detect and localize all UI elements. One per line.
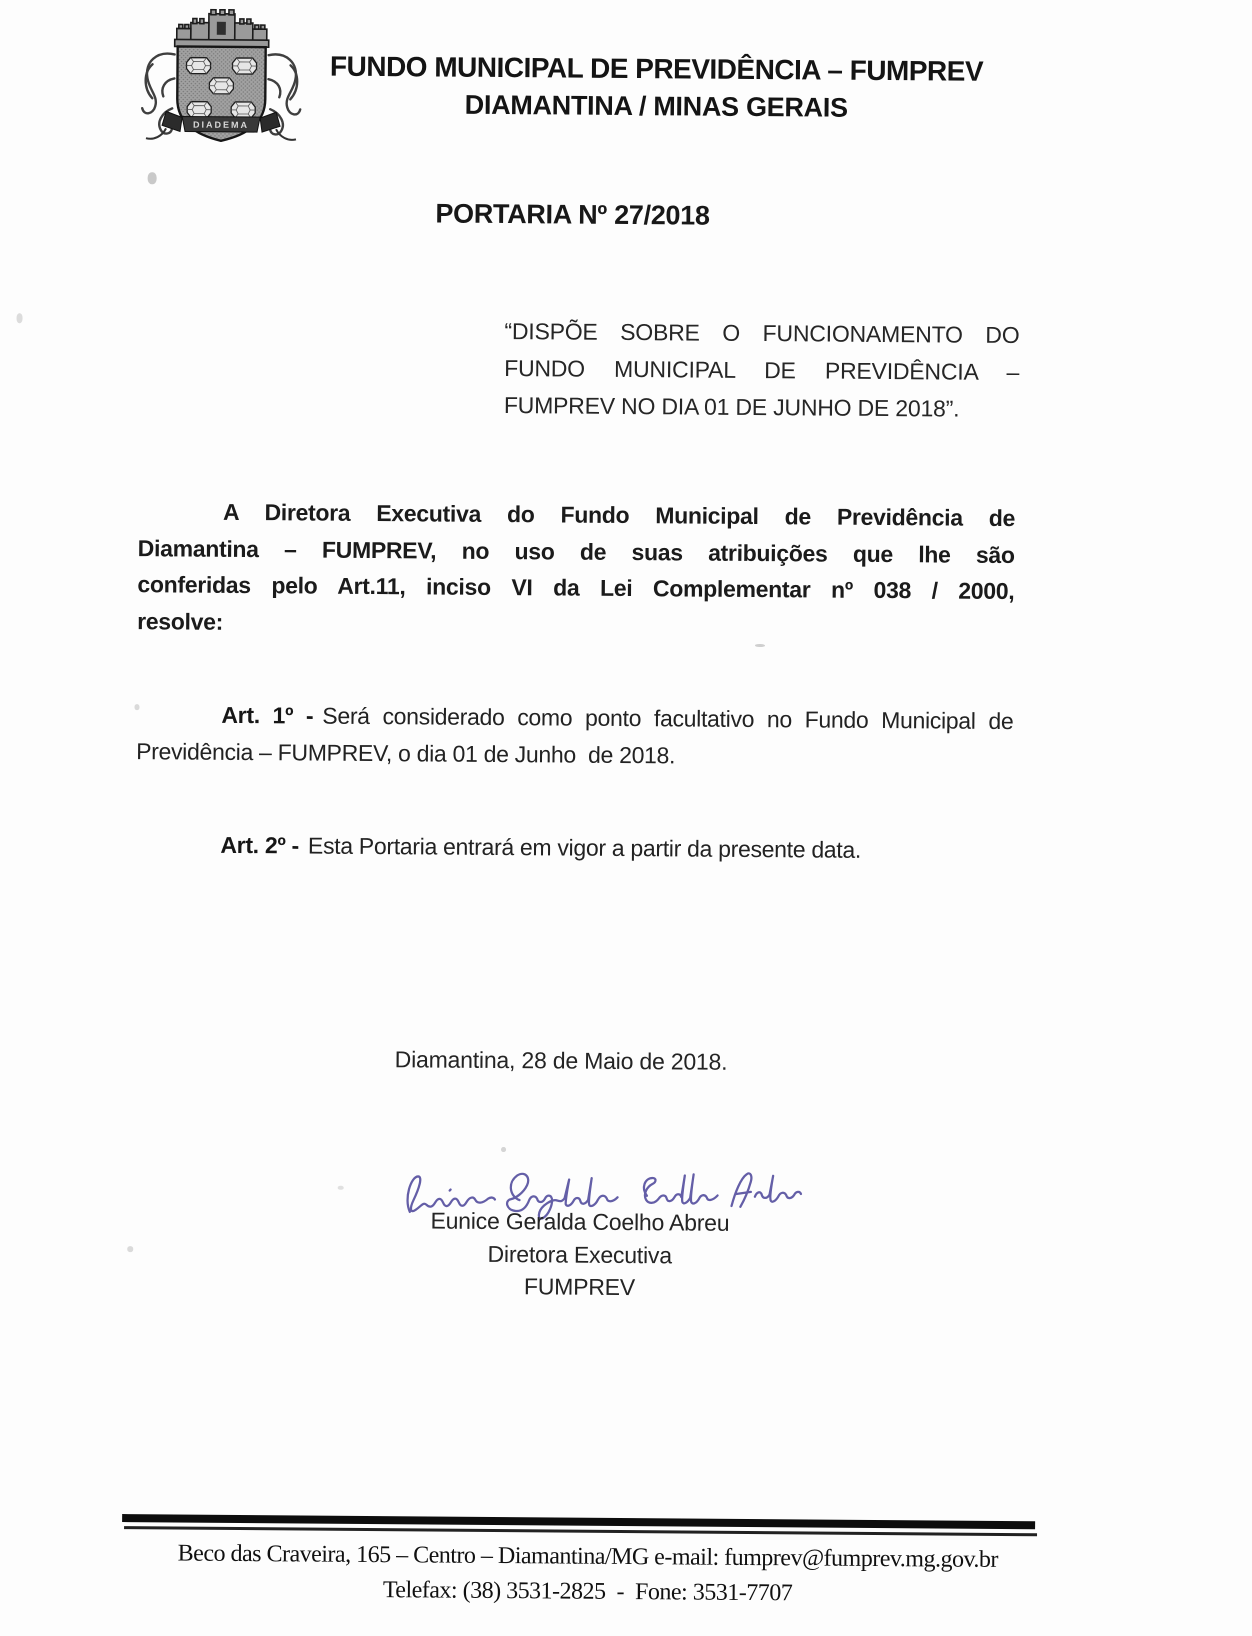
epigraph-line: FUNDO MUNICIPAL DE PREVIDÊNCIA – xyxy=(504,355,1020,386)
epigraph xyxy=(504,313,1020,428)
crest-gem xyxy=(186,58,210,74)
document-title: PORTARIA Nº 27/2018 xyxy=(435,198,710,231)
article-2-line1: Art. 2º - Esta Portaria entrará em vigor a partir da presente data. xyxy=(220,831,862,863)
article-1-label: Art. 1º - xyxy=(221,701,314,729)
article-1-line2: Previdência – FUMPREV, o dia 01 de Junho de 2018. xyxy=(136,737,676,768)
article-2 xyxy=(135,826,1012,869)
signer-role: Diretora Executiva xyxy=(487,1240,672,1268)
letterhead xyxy=(306,47,1007,126)
preamble-line: Diamantina – FUMPREV, no uso de suas atribuições que lhe são xyxy=(137,534,1015,568)
footer xyxy=(99,1536,1076,1614)
scan-artifact xyxy=(17,313,23,323)
crest-gem xyxy=(187,102,211,118)
footer-phone-line: Telefax: (38) 3531-2825 - Fone: 3531-7707 xyxy=(382,1577,793,1607)
crest-gem xyxy=(232,58,256,74)
preamble-line: resolve: xyxy=(137,607,224,635)
scan-artifact xyxy=(127,1246,133,1252)
scan-artifact xyxy=(338,1186,344,1190)
scan-artifact xyxy=(148,172,157,184)
article-2-label: Art. 2º - xyxy=(220,831,300,859)
scan-artifact xyxy=(134,704,139,710)
signer-org: FUMPREV xyxy=(523,1273,636,1301)
epigraph-line: “DISPÕE SOBRE O FUNCIONAMENTO DO xyxy=(504,318,1020,349)
footer-address-line: Beco das Craveira, 165 – Centro – Diamantina/MG e-mail: fumprev@fumprev.mg.gov.br xyxy=(177,1540,999,1573)
scan-artifact xyxy=(755,644,765,647)
coat-of-arms xyxy=(136,8,307,145)
article-1 xyxy=(136,696,1014,776)
epigraph-line: FUMPREV NO DIA 01 DE JUNHO DE 2018”. xyxy=(503,392,960,422)
org-name-line1: FUNDO MUNICIPAL DE PREVIDÊNCIA – FUMPREV xyxy=(329,50,984,87)
signature-block xyxy=(327,1204,833,1305)
crest-motto: DIADEMA xyxy=(193,119,250,131)
signer-name: Eunice Geralda Coelho Abreu xyxy=(430,1207,730,1236)
preamble-line: conferidas pelo Art.11, inciso VI da Lei Complementar nº 038 / 2000, xyxy=(137,571,1015,605)
place-date-line: Diamantina, 28 de Maio de 2018. xyxy=(394,1046,728,1075)
org-name-line2: DIAMANTINA / MINAS GERAIS xyxy=(464,89,848,123)
preamble-line: A Diretora Executiva do Fundo Municipal de Previdência de xyxy=(222,498,1016,532)
scan-artifact xyxy=(501,1147,506,1152)
crest-gem xyxy=(231,102,255,118)
crest-crown-door xyxy=(217,22,226,35)
preamble xyxy=(137,493,1015,646)
article-1-line1: Art. 1º - Será considerado como ponto facultativo no Fundo Municipal de xyxy=(221,701,1014,735)
crest-gem xyxy=(209,78,233,94)
